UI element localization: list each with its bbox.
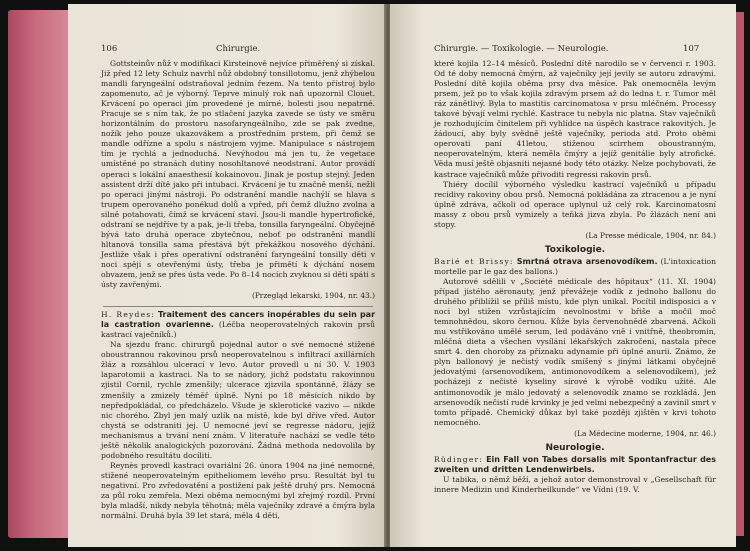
running-title: Chirurgie. <box>216 44 261 54</box>
divider <box>103 306 373 307</box>
article-subtitle: (Léčba neoperovatelných rakovin prsů kastrací vaječníků.) <box>101 320 375 340</box>
text-column <box>434 59 716 495</box>
paragraph: Gottsteinův nůž v modifikaci Kirsteinově nejvíce přiměřený si získal. Již před 12 lety Schulz navrhl nůž obdobný tonsillotomu, jenž zhýbelou mandli faryngeální odstraňoval jedním řezem. Na tento přístroj bylo zapomenuto, ač je výborný. Teprve minulý rok naň upozornil Clouet. Krvácení po operaci jím provedené je mírné, bolesti jsou nepatrné. Pracuje se s ním tak, že po stlačení jazyka zavede se ústy ve směru horizontálním do prostoru nasofaryngeálního, zde se pak zvedne, nožík jeho pouze ukazovákem a prostředním prstem, při čemž se mandle odřízne a spolu s nástrojem vyjme. Manipulace s nástrojem tím je rychlá a jednoduchá. Nevýhodou má jen tu, že vegetace umístěné po stranách dutiny nosohltanové neodstraní. Autor provádí operaci s lokální anaesthesií kokainovou. Jinak je postup stejný. Jeden assistent drží dítě jako při intubaci. Krvácení je tu značně menší, nežli po operaci jinými nástroji. Po odstranění mandle nachýlí se hlava s trupem operovaného ponékud dolů a vpřed, při čemž dlužno zvolna a silně potahovati, čímž se krvácení staví. Jsou-li mandle hypertrofické, odstraní se nejdříve ty a pak, je-li třeba, tonsilla faryngeální. Obyčejně bývá tato druhá operace zbytečnou, neboť po odstranění mandlí hltanová tonsilla sama přestává být překážkou nosového dýchání. Jestliže však i přes operativní odstranění faryngeální tonsilly děti v noci spějí s otevřenými ústy, třeba je přimětí k dýchání nosem obvazem, jenž se přes ústa vede. Po 8–14 nocích zvyknou si děti spáti s ústy zavřenými. <box>101 59 375 290</box>
paragraph: Na sjezdu franc. chirurgů pojednal autor o své nemocné stižené oboustrannou rakovinou prsů neoperovatelnou s infiltrací axillárních žláz a rozsáhlou ulcerací v levo. Autor provedl u ní 30. V. 1903 laparotomii a kastraci. Na to se nádory, jichž podstatu rakovinnou zjistil Cornil, rychle zmenšily; ulcerace zjizvila spontánně, žlázy se zmenšily a zmizely téměř úplně. Nyní po 18 měsících nikdo by nepředpokládal, co předcházelo. Všude je sklerotické vazivo — nikde nic chorého. Zbyl jen malý uzlík na místě, kde byl dříve vřed. Autor chystá se odstraniti jej. U nemocné jeví se regresse nádoru, jejíž mechanismus a trvání není znám. V literatuře nachází se vedle této ještě několik analogických pozorování. Žádná methoda nedovolila by podobného resultátu docíliti. <box>101 340 375 460</box>
article-author: Barié et Brissy: <box>434 256 514 266</box>
paragraph: U tabika, o němž běží, a jehož autor demonstroval v „Gesellschaft für innere Medizin und Kinderheilkunde“ ve Vídni (19. V. <box>434 474 716 494</box>
section-heading-toxikologie: Toxikologie. <box>544 244 606 255</box>
book-cover-edge-left <box>8 10 74 538</box>
article-heading <box>434 257 716 277</box>
page-number: 107 <box>683 44 700 54</box>
running-title: Chirurgie. — Toxikologie. — Neurologie. <box>434 44 609 54</box>
open-book <box>8 4 744 547</box>
page-number: 106 <box>101 44 118 54</box>
paragraph: Reynès provedl kastraci ovariální 26. února 1904 na jiné nemocné, stižené neoperovatelným epitheliomem levého prsu. Resultát byl tu negativní. Pro zvředovatění a postižení pak ještě druhý prs. Nemocná za půl roku zemřela. Mezi oběma nemocnými byl zřejmý rozdíl. První byla mladší, nikdy nebyla těhotná; měla vaječníky zdravé a čmýra byla normální. Druhá byla 39 let stará, měla 4 děti, <box>101 460 375 521</box>
paragraph: Autorové sdělili v „Société médicale des hôpitaux“ (11. XI. 1904) případ jistého aëronauty, jenž převážeje vodík z jednoho ballonu do druhého přiblížil se příliš místu, kde plyn unikal. Pocítil indisposici a v noci byl stižen vzrůstajícím nevolnostmi v břiše a močil moč temnohnědou, skoro černou. Kůže byla červenohnědé zbarvená. Ačkoli mu vstřikováno umělé serum, led podáváno vně i vnitřně, theobromin, mléčná dieta a všechen vysílání lékařských zakročení, nastala přece smrt 4. den choroby za příznaku adynamie při úplné anurii. Známo, že plyn ballonový je nečistý vodík smíšený s jinými látkami obyčejně jedovatými (arsenovodíkem, antimonovodíkem a selenovodíkem), jež pocházejí z nečisté kyseliny sírové k výrobě vodíku užité. Ale antimonovodík je málo jedovatý a selenovodík znamo se rozkládá. Jen arsenovodík nečistí rudé krvinky je jed velmi nebezpečný a zavinil smrt v tomto případě. Chemický důkaz byl také později zjištěn v krvi tohoto nemocného. <box>434 276 716 427</box>
left-page <box>68 4 386 547</box>
article-heading <box>101 310 375 340</box>
article-heading <box>434 455 716 475</box>
text-column <box>101 59 375 521</box>
article-title: Smrtná otrava arsenovodíkem. <box>516 256 658 266</box>
book-cover-edge-right <box>736 12 744 536</box>
article-subtitle: (L'intoxication mortelle par le gaz des ballons.) <box>434 256 717 276</box>
citation: (La Médecine moderne, 1904, nr. 46.) <box>574 428 716 438</box>
citation: (Przegląd lekarski, 1904, nr. 43.) <box>251 291 375 301</box>
article-title: Traitement des cancers inopérables du sein par la castration ovarienne. <box>101 310 376 330</box>
citation: (La Presse médicale, 1904, nr. 84.) <box>585 230 716 240</box>
paragraph: které kojila 12–14 měsíců. Poslední dítě narodilo se v červenci r. 1903. Od té doby nemocná čmýrn, až vaječníky její jevily se autoru zdravými. Poslední dítě kojila oběma prsy dva měsíce. Pak onemocněla levým prsem, jež po to však kojila zdravým prsem až do ledna t. r. Tumor měl ráz zánětlivý. Byla to mastitis carcinomatosa v prsu mléčném. Processy takové bývají velmi rychlé. Kastrace tu nebyla nic platna. Stav vaječníků je rozhodujícím činitelem při vyhlídce na úspěch kastrace rakovitých. Je žádoucí, aby byly svědně ještě vaječníky, perioda atd. Proto oběmi operovati paní 41letou, stiženou scirrhem oboustranným, neoperovatelným, která nemělа čmýry a jejíž genitálie byly atrofické. Věda musí ještě objasniti nejasné body této otázky. Nelze pochybovati, že kastrace vaječníků může přivoditi regressi rakovin prsů. <box>434 59 716 179</box>
article-author: H. Reydes: <box>101 310 156 320</box>
article-title: Ein Fall von Tabes dorsalis mit Spontanfractur des zweiten und dritten Lendenwirbels. <box>434 454 716 474</box>
article-author: Rüdinger: <box>434 454 484 464</box>
right-page <box>390 4 736 547</box>
section-heading-neurologie: Neurologie. <box>545 442 605 453</box>
paragraph: Thiéry docílil výborného výsledku kastrací vaječníků u případu recidivy rakoviny obou prsů. Nemocná pokládána za ztracenou a je nyní úplně zdráva, ačkoli od operace uplynul už celý rok. Karcinomatosní massy z obou prsů vymizely a teňká jizva zbyla. Po žlázách není ani stopy. <box>434 179 716 229</box>
